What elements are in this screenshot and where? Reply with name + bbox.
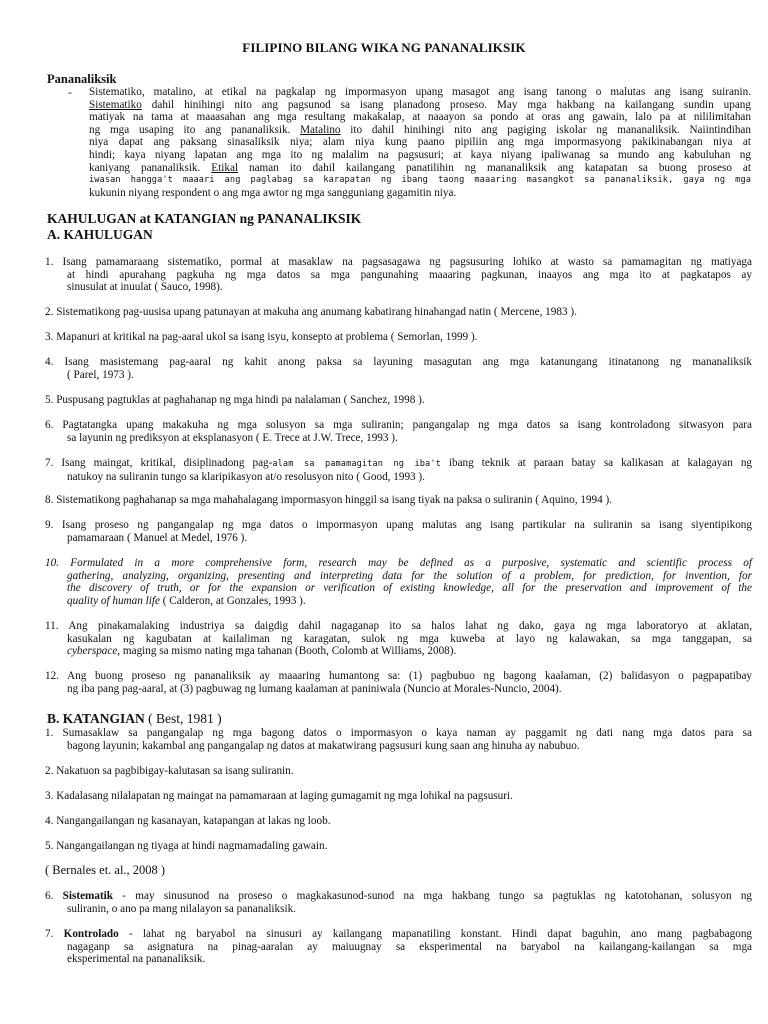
section-heading-pananaliksik: Pananaliksik [47,72,117,86]
list-item [45,620,752,658]
text-line: 3. Kadalasang nilalapatan ng maingat na pamamaraan at laging gumagamit ng mga lohikal na pagsusuri. [45,790,513,802]
text-line: bagong layunin; kakambal ang pangangalap ng datos at makatwirang pagsusuri kung saan ang hinuha ay nabubuo. [67,739,580,752]
text-span: B. KATANGIAN [47,711,145,726]
text-line: 11. Ang pinakamalaking industriya sa daigdig dahil nagaganap ito sa halos lahat ng dako, gaya ng mga laboratoryo at aklatan, [45,620,752,632]
term-sistematik: Sistematik [62,890,114,902]
text-line: at hindi apurahang pagkuha ng mga datos sa mga pangunahing maaaring pagkunan, inaayos ang mga ito at pagkatapos ay [67,268,752,281]
list-item [45,419,752,444]
text-line: 1. Isang pamamaraang sistematiko, pormal at masaklaw na pagsasagawa ng pagsusuring lohiko at wasto sa pamamagitan ng matiyaga [45,256,752,268]
text-span: ito dahil hinihingi nito ang pagiging iskolar ng mananaliksik. Naiintindihan [340,123,751,136]
text-span: quality of human life [67,594,160,607]
text-span: ibang teknik at paraan batay sa kalikasan at kalagayan ng [440,457,753,469]
text-line: 2. Nakatuon sa pagbibigay-kalutasan sa isang suliranin. [45,765,294,777]
list-item [45,928,752,966]
text-line: pamamaraan ( Manuel at Medel, 1976 ). [67,531,248,544]
text-line: 12. Ang buong proseso ng pananaliksik ay maaaring humantong sa: (1) pagbubuo ng bagong kaalaman, (2) balidasyon o pagpapatibay [45,670,752,682]
text-line [89,124,751,137]
text-line: Sistematiko, matalino, at etikal na pagkalap ng impormasyon upang masagot ang isang tanong o malutas ang isang suiranin. [89,86,751,98]
list-item [45,890,752,915]
list-item [45,256,752,294]
text-line [45,457,752,471]
subheading-kahulugan: A. KAHULUGAN [47,227,153,242]
list-item [45,306,752,319]
text-line [45,928,752,941]
list-item [45,670,752,695]
page-title: FILIPINO BILANG WIKA NG PANANALIKSIK [242,40,526,55]
section-heading-kahulugan-katangian: KAHULUGAN at KATANGIAN ng PANANALIKSIK [47,211,362,226]
text-line: nagaganp sa asignatura na pinag-aaralan ay maiuugnay sa eksperimental na baryabol na kailangang-kailangan sa mga [67,940,752,953]
text-line [89,162,751,175]
list-item [45,765,752,778]
text-line [45,890,752,903]
list-item [45,356,752,381]
text-line: hindi; kaya niyang lapatan ang mga ito ng malalim na pagsusuri; at kaya niyang ipaliwanag sa mundo ang kabuluhan ng [89,148,751,161]
subheading-katangian [47,711,222,727]
text-line: eksperimental na pananaliksik. [67,953,206,966]
term-kontrolado: Kontrolado [63,928,119,940]
text-span: naman ito dahil kailangang panatilihin ng mananaliksik ang katapatan sa buong proseso at [238,161,751,174]
term-matalino: Matalino [300,123,341,136]
list-item [45,457,752,483]
list-item [45,519,752,544]
text-span: kaniyang pananaliksik. [89,161,212,174]
text-line: 8. Sistematikong paghahanap sa mga mahahalagang impormasyon hinggil sa isang tiyak na paksa o suliranin ( Aquino, 1994 ). [45,494,613,506]
text-line: kasukalan ng kagubatan at kailaliman ng karagatan, sulok ng mga kuweba at layo ng kalawakan, sa mga tanggapan, sa [67,632,752,645]
text-line [45,645,752,658]
list-item [45,815,752,828]
list-item [45,394,752,407]
text-line: sinusulat at inuulat ( Sauco, 1998). [67,281,223,294]
citation: ( Best, 1981 ) [144,711,222,726]
text-line: suliranin, o ano pa mang nilalayon sa pananaliksik. [67,902,296,915]
text-span: cyberspace [67,645,118,658]
list-item [45,331,752,344]
text-span: ( Calderon, at Gonzales, 1993 ). [159,594,306,607]
text-line: the discovery of truth, or for the expansion or verification of existing knowledge, all for the preservation and improvement of the [67,582,752,595]
text-line: 5. Puspusang pagtuklas at paghahanap ng mga hindi pa nalalaman ( Sanchez, 1998 ). [45,394,425,406]
list-item [45,727,752,752]
text-span: 6. [45,890,63,902]
text-line: ( Parel, 1973 ). [67,368,134,381]
text-line: gathering, analyzing, organizing, presenting and interpreting data for the solution of a problem, for prediction, for invention, for [67,569,752,582]
text-span: dahil hinihingi nito ang pagsunod sa isang planadong proseso. May mga hakbang na kailangang sundin upang [141,98,751,111]
text-line: 9. Isang proseso ng pangangalap ng mga datos o impormasyon upang malutas ang isang partikular na suliranin sa isang siyentipikong [45,519,752,531]
citation-bernales: ( Bernales et. al., 2008 ) [45,863,166,877]
list-item [45,557,752,607]
list-item [45,840,752,853]
text-span: - lahat ng baryabol na sinusuri ay kailangang mapanatiling konstant. Hindi dapat baguhin, ano mang pagbabagong [118,928,753,940]
text-line: natukoy na suliranin tungo sa klaripikasyon at/o resolusyon nito ( Good, 1993 ). [67,470,425,483]
text-line: kukunin niyang respondent o ang mga awtor ng mga sangguniang gagamitin niya. [89,186,457,199]
text-line: 6. Pagtatangka upang makakuha ng mga solusyon sa mga suliranin; pangangalap ng mga datos sa isang kontroladong sitwasyon para [45,419,752,431]
text-line: 2. Sistematikong pag-uusisa upang patunayan at makuha ang anumang kabatirang hinahangad natin ( Mercene, 1983 ). [45,306,577,318]
text-line: 4. Isang masistemang pag-aaral ng kahit anong paksa sa layuning masagutan ang mga katanungang itinatanong ng mananaliksik [45,356,752,368]
text-line: 10. Formulated in a more comprehensive form, research may be defined as a purposive, systematic and scientific process of [45,557,752,569]
text-line: 3. Mapanuri at kritikal na pag-aaral ukol sa isang isyu, konsepto at problema ( Semorlan, 1999 ). [45,331,478,343]
text-line: 4. Nangangailangan ng kasanayan, katapangan at lakas ng loob. [45,815,331,827]
list-item [45,790,752,803]
text-span: alam sa pamamagitan ng iba't [272,459,441,469]
text-line [45,595,752,608]
text-line: niya dapat ang paksang sinasaliksik niya; alam niya kung paano pipiliin ang mga impormasyong pakikinabangan niya at [89,136,751,149]
text-span: , maging sa mismo nating mga tahanan (Booth, Colomb at Williams, 2008). [117,645,457,658]
text-span: ng mga usaping ito ang pananaliksik. [89,123,301,136]
text-line: 1. Sumasaklaw sa pangangalap ng mga bagong datos o impormasyon o kaya naman ay paggamit ng dati nang mga datos para sa [45,727,752,739]
text-line [89,99,751,112]
text-span: 7. [45,928,64,940]
text-line: sa layunin ng prediksyon at eksplanasyon ( E. Trece at J.W. Trece, 1993 ). [67,431,398,444]
pananaliksik-paragraph [89,86,751,199]
text-line: 5. Nangangailangan ng tiyaga at hindi nagmamadaling gawain. [45,840,328,852]
term-sistematiko: Sistematiko [89,98,142,111]
text-span: 7. Isang maingat, kritikal, disiplinadong pag- [45,457,273,469]
text-line: iwasan hangga't maaari ang paglabag sa karapatan ng ibang taong maaaring masangkot sa pananaliksik, gaya ng mga [89,175,751,186]
text-line: ng iba pang pag-aaral, at (3) pagbuwag ng lumang kaalaman at paniniwala (Nuncio at Morales-Nuncio, 2004). [67,682,562,695]
text-span: - may sinusunod na proseso o magkakasunod-sunod na mga hakbang tungo sa pagtuklas ng katotohanan, solusyon ng [113,890,753,902]
term-etikal: Etikal [211,161,239,174]
bullet-dash: - [68,87,72,99]
text-line: matiyak na tama at maaasahan ang mga resultang makakalap, at naaayon sa pondo at oras ang gawain, lalo pa at nililimitahan [89,111,751,124]
list-item [45,494,752,507]
